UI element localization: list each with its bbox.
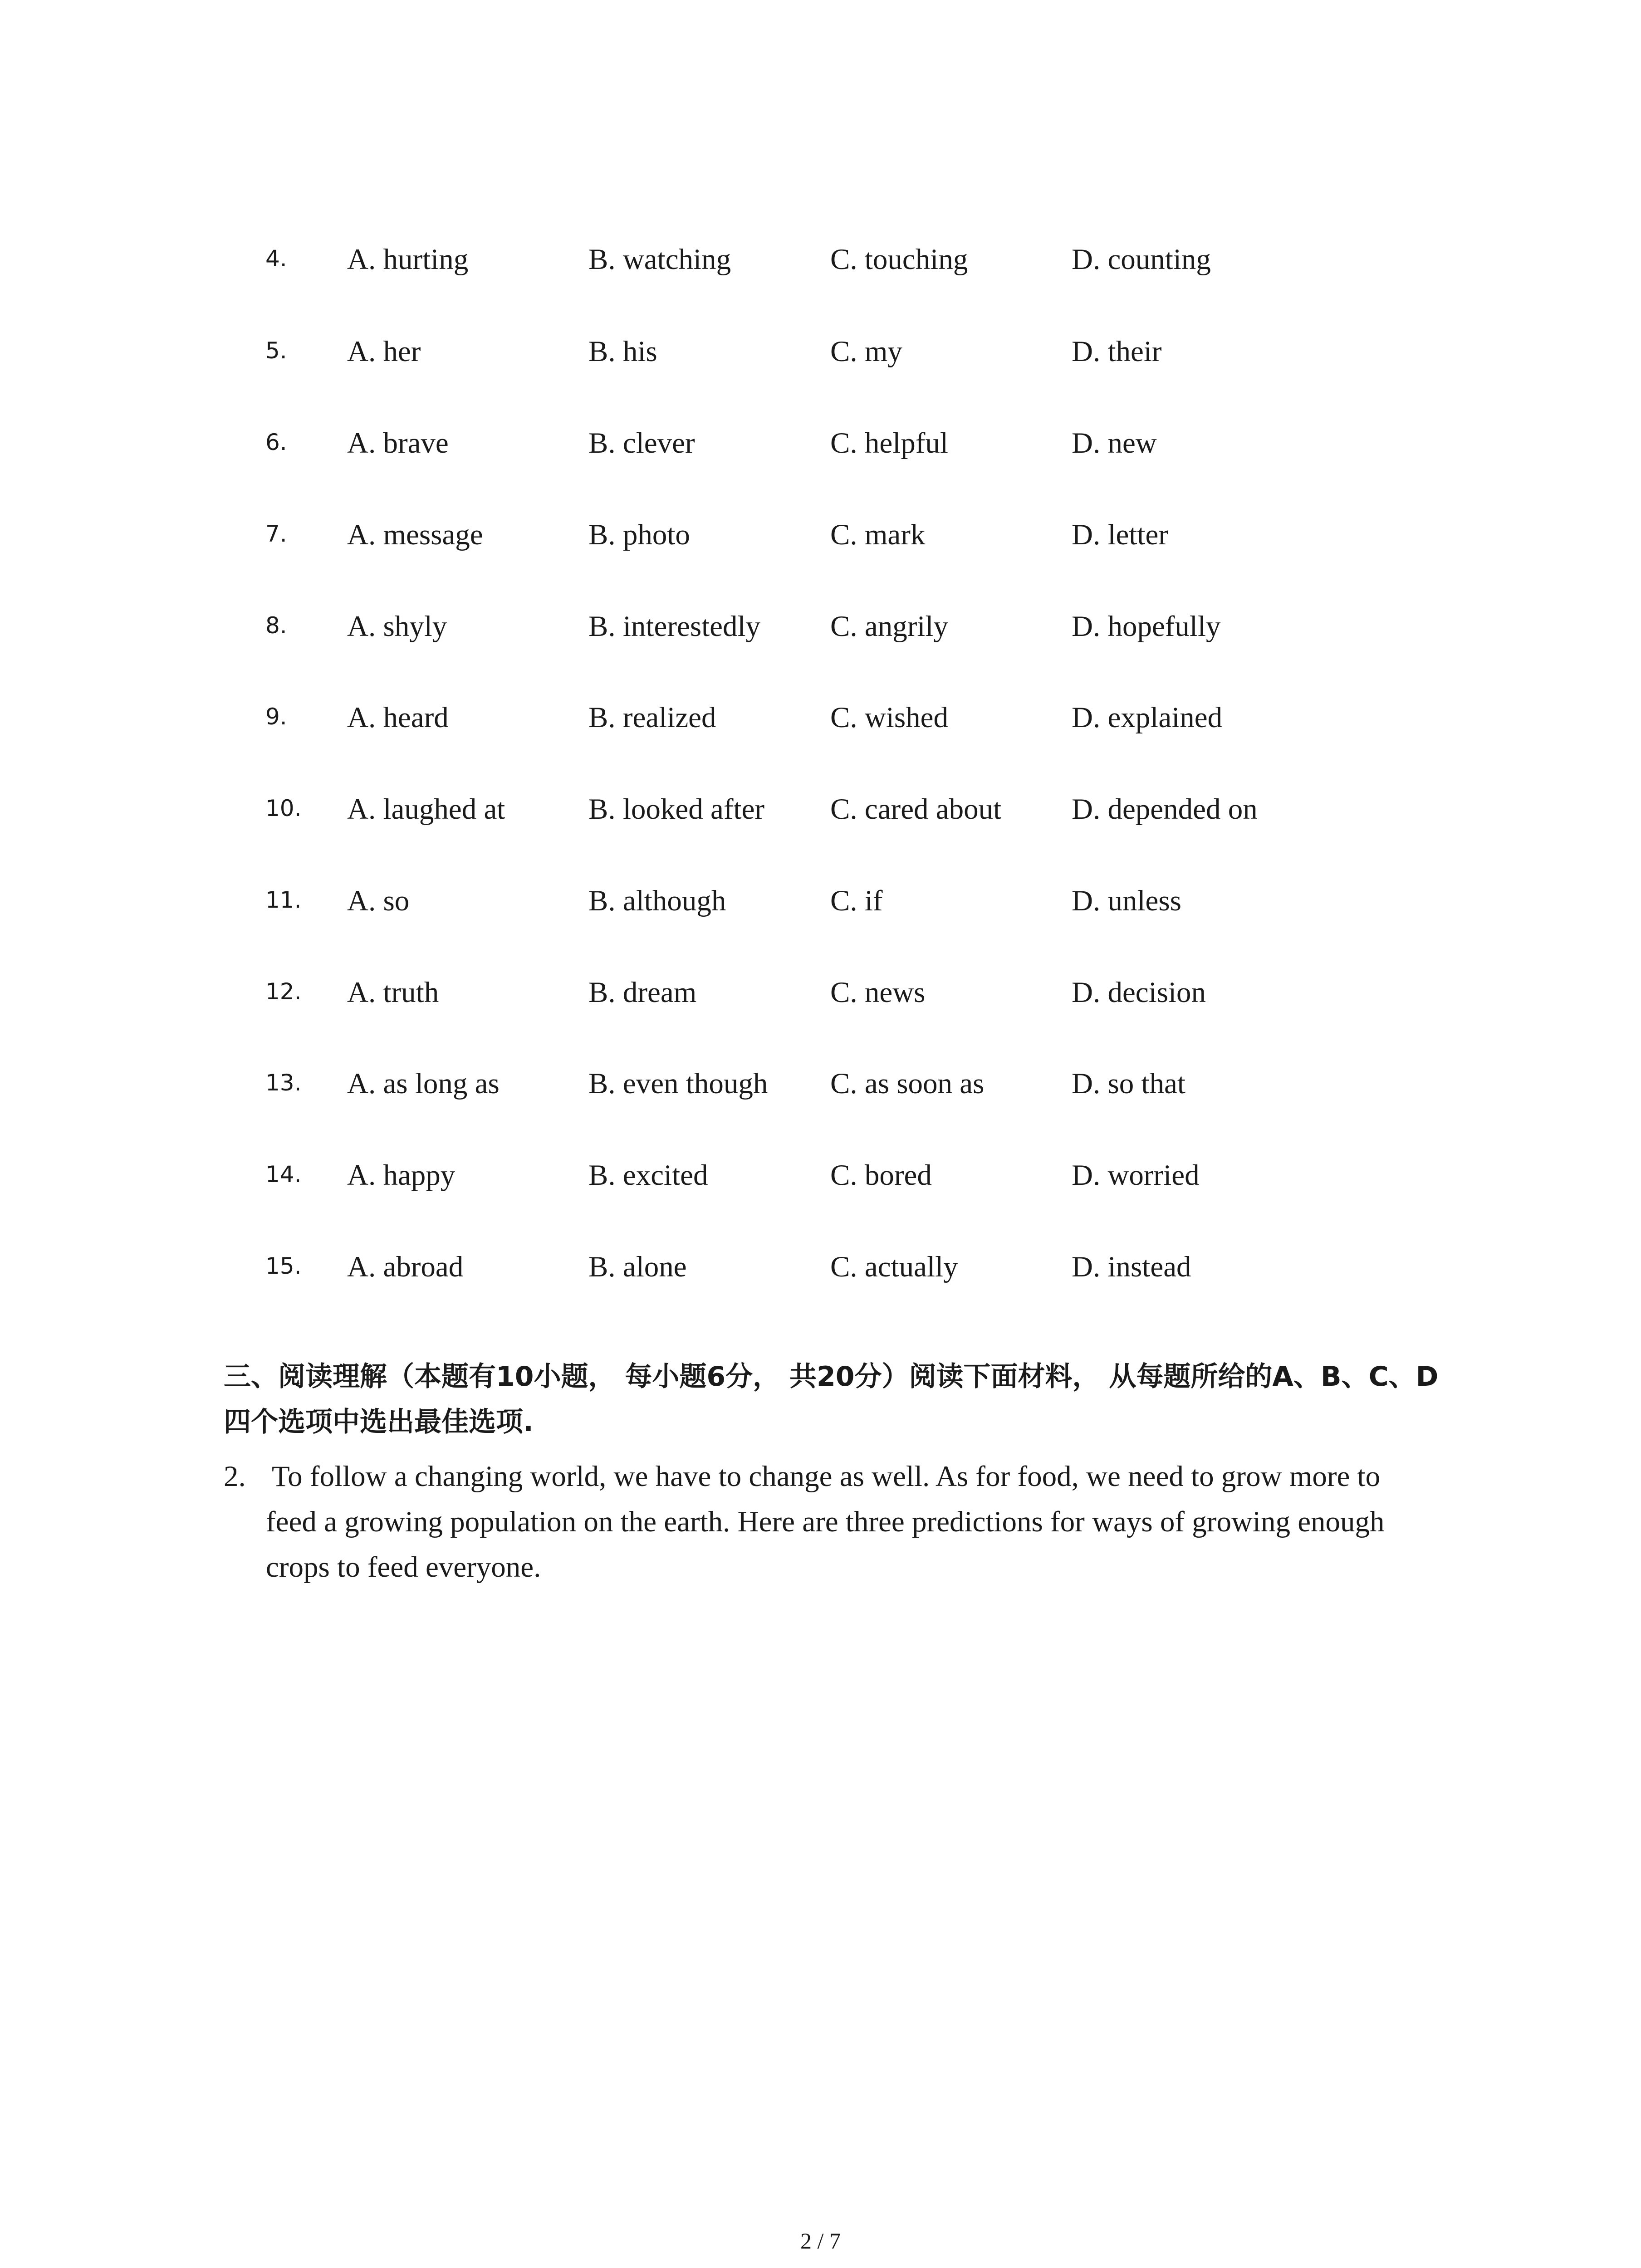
option-d: D. unless — [1072, 885, 1181, 917]
option-b: B. although — [588, 885, 726, 917]
question-number: 12. — [265, 978, 302, 1005]
option-b: B. excited — [588, 1159, 708, 1192]
option-a: A. so — [347, 885, 410, 917]
question-row — [0, 1063, 1641, 1113]
option-c: C. wished — [830, 701, 948, 734]
option-a: A. hurting — [347, 243, 469, 276]
option-d: D. hopefully — [1072, 610, 1221, 643]
question-number: 14. — [265, 1161, 302, 1188]
option-c: C. my — [830, 335, 902, 368]
option-c: C. cared about — [830, 793, 1002, 826]
option-c: C. actually — [830, 1251, 958, 1283]
option-a: A. brave — [347, 427, 449, 459]
section-heading: 三、阅读理解（本题有10小题， 每小题6分， 共20分）阅读下面材料， 从每题所给的A、B、C、D四个选项中选出最佳选项. — [224, 1361, 1439, 1438]
option-d: D. their — [1072, 335, 1162, 368]
question-number: 15. — [265, 1253, 302, 1279]
option-a: A. as long as — [347, 1067, 500, 1100]
option-d: D. so that — [1072, 1067, 1185, 1100]
question-row — [0, 606, 1641, 656]
option-d: D. worried — [1072, 1159, 1200, 1192]
option-b: B. alone — [588, 1251, 687, 1283]
question-row — [0, 514, 1641, 564]
question-row — [0, 789, 1641, 839]
option-b: B. watching — [588, 243, 731, 276]
option-b: B. dream — [588, 976, 697, 1009]
question-number: 5. — [265, 337, 287, 364]
option-a: A. abroad — [347, 1251, 464, 1283]
option-d: D. new — [1072, 427, 1157, 459]
option-d: D. decision — [1072, 976, 1206, 1009]
option-c: C. if — [830, 885, 883, 917]
question-row — [0, 1155, 1641, 1205]
option-d: D. letter — [1072, 518, 1168, 551]
option-b: B. realized — [588, 701, 716, 734]
question-row — [0, 331, 1641, 381]
option-c: C. touching — [830, 243, 968, 276]
option-c: C. mark — [830, 518, 926, 551]
option-b: B. photo — [588, 518, 690, 551]
option-b: B. his — [588, 335, 657, 368]
option-a: A. shyly — [347, 610, 447, 643]
option-d: D. counting — [1072, 243, 1211, 276]
question-row — [0, 423, 1641, 473]
option-a: A. happy — [347, 1159, 456, 1192]
page-number: 2 / 7 — [800, 2228, 841, 2253]
question-number: 9. — [265, 704, 287, 730]
option-c: C. angrily — [830, 610, 948, 643]
question-row — [0, 697, 1641, 747]
question-number: 13. — [265, 1070, 302, 1096]
option-c: C. helpful — [830, 427, 948, 459]
question-row — [0, 972, 1641, 1022]
question-number: 4. — [265, 245, 287, 272]
option-a: A. heard — [347, 701, 449, 734]
option-d: D. explained — [1072, 701, 1223, 734]
question-row — [0, 239, 1641, 289]
passage-number: 2. — [224, 1460, 246, 1493]
question-number: 6. — [265, 429, 287, 455]
option-c: C. news — [830, 976, 926, 1009]
option-b: B. interestedly — [588, 610, 761, 643]
option-a: A. laughed at — [347, 793, 505, 826]
option-c: C. bored — [830, 1159, 932, 1192]
question-row — [0, 880, 1641, 930]
option-a: A. her — [347, 335, 421, 368]
option-d: D. depended on — [1072, 793, 1258, 826]
question-number: 8. — [265, 612, 287, 639]
passage-text: To follow a changing world, we have to change as well. As for food, we need to grow more to feed a growing population on the earth. Here are three predictions for ways of growing enough crops to feed everyone. — [266, 1460, 1385, 1584]
option-b: B. even though — [588, 1067, 768, 1100]
option-d: D. instead — [1072, 1251, 1191, 1283]
option-c: C. as soon as — [830, 1067, 985, 1100]
option-a: A. message — [347, 518, 483, 551]
reading-passage — [224, 1454, 1430, 1590]
option-a: A. truth — [347, 976, 439, 1009]
question-number: 10. — [265, 795, 302, 821]
option-b: B. looked after — [588, 793, 765, 826]
question-number: 11. — [265, 887, 302, 913]
question-row — [0, 1246, 1641, 1296]
question-number: 7. — [265, 521, 287, 547]
option-b: B. clever — [588, 427, 695, 459]
